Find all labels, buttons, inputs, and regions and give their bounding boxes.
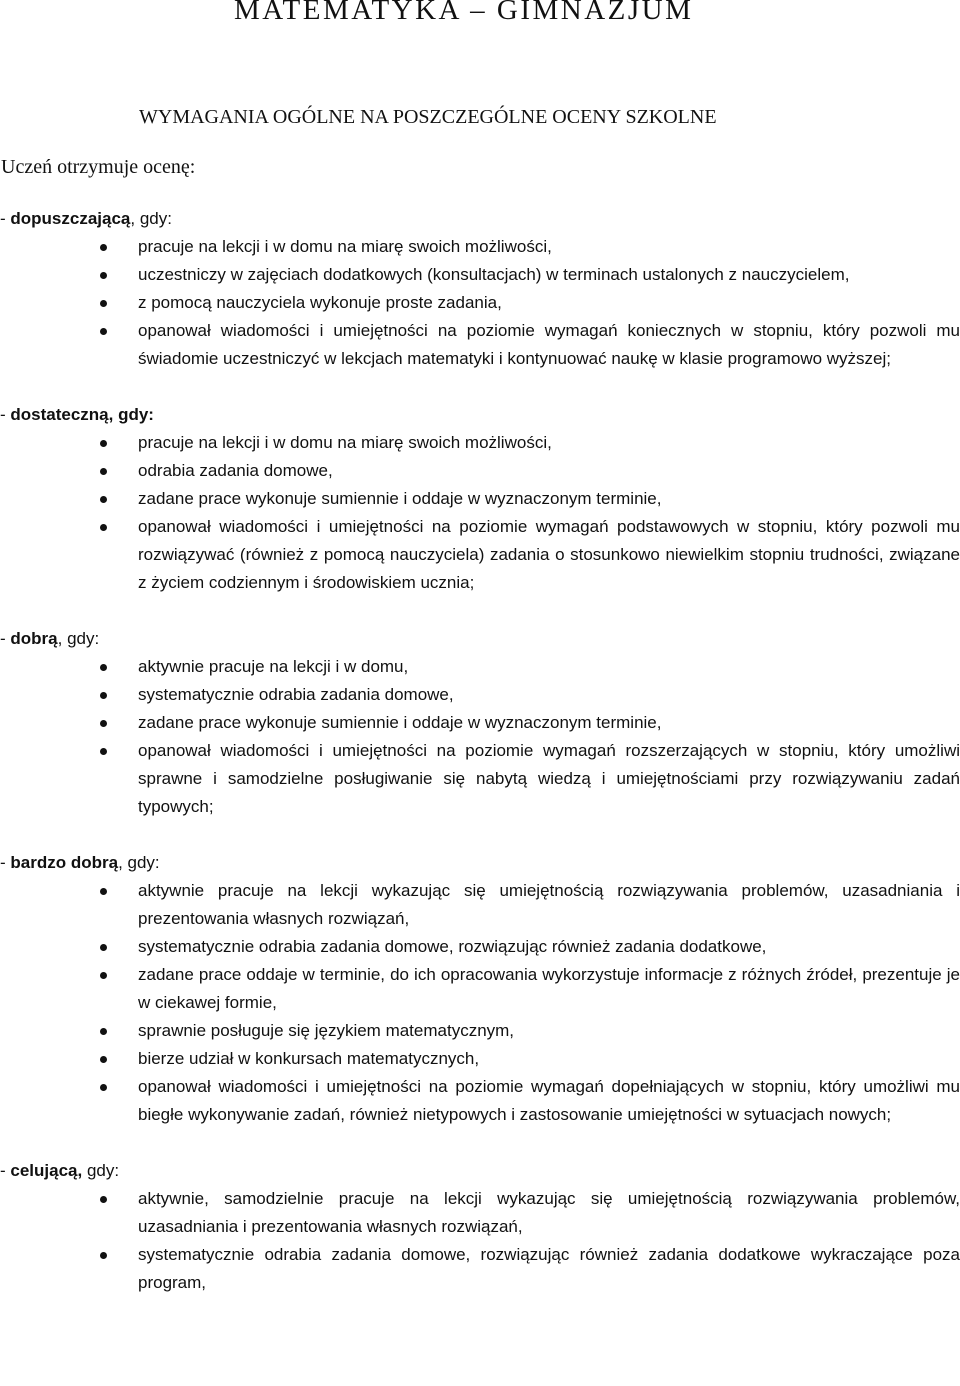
grade-section-dobra [0, 625, 960, 821]
requirement-item: bierze udział w konkursach matematycznych, [0, 1045, 960, 1073]
grade-heading [0, 401, 960, 429]
requirement-item: z pomocą nauczyciela wykonuje proste zadania, [0, 289, 960, 317]
bullet-icon [100, 272, 107, 279]
grade-heading-prefix: - [0, 629, 11, 648]
grade-heading [0, 625, 960, 653]
bullet-icon [100, 1252, 107, 1259]
bullet-icon [100, 1196, 107, 1203]
requirement-item: zadane prace wykonuje sumiennie i oddaje w wyznaczonym terminie, [0, 709, 960, 737]
grade-heading [0, 849, 960, 877]
grade-heading [0, 1157, 960, 1185]
requirement-list [0, 1185, 960, 1297]
requirement-item: zadane prace wykonuje sumiennie i oddaje w wyznaczonym terminie, [0, 485, 960, 513]
requirement-item: pracuje na lekcji i w domu na miarę swoich możliwości, [0, 429, 960, 457]
intro-text: Uczeń otrzymuje ocenę: [1, 156, 196, 178]
bullet-icon [100, 720, 107, 727]
grade-heading-prefix: - [0, 209, 11, 228]
bullet-icon [100, 1084, 107, 1091]
grade-heading-prefix: - [0, 853, 11, 872]
requirement-item: opanował wiadomości i umiejętności na poziomie wymagań dopełniających w stopniu, który umożliwi mu biegłe wykonywanie zadań, również nietypowych i zastosowanie umiejętności w sytuacjach nowych; [0, 1073, 960, 1129]
grade-heading [0, 205, 960, 233]
bullet-icon [100, 440, 107, 447]
requirement-item: aktywnie pracuje na lekcji wykazując się umiejętnością rozwiązywania problemów, uzasadniania i prezentowania własnych rozwiązań, [0, 877, 960, 933]
bullet-icon [100, 888, 107, 895]
requirement-list [0, 429, 960, 597]
grade-section-celujaca [0, 1157, 960, 1297]
requirement-item: opanował wiadomości i umiejętności na poziomie wymagań koniecznych w stopniu, który pozwoli mu świadomie uczestniczyć w lekcjach matematyki i kontynuować naukę w klasie programowo wyższej; [0, 317, 960, 373]
grade-heading-prefix: - [0, 1161, 11, 1180]
requirement-item: aktywnie pracuje na lekcji i w domu, [0, 653, 960, 681]
grade-name: dostateczną, gdy: [10, 405, 154, 424]
bullet-icon [100, 468, 107, 475]
requirement-list [0, 877, 960, 1129]
bullet-icon [100, 1056, 107, 1063]
bullet-icon [100, 496, 107, 503]
bullet-icon [100, 944, 107, 951]
bullet-icon [100, 748, 107, 755]
grade-heading-suffix: , gdy: [118, 853, 160, 872]
bullet-icon [100, 972, 107, 979]
requirement-item: uczestniczy w zajęciach dodatkowych (konsultacjach) w terminach ustalonych z nauczycielem, [0, 261, 960, 289]
document-subtitle: WYMAGANIA OGÓLNE NA POSZCZEGÓLNE OCENY SZKOLNE [139, 106, 717, 128]
grade-heading-suffix: gdy: [82, 1161, 120, 1180]
grade-section-dostateczna [0, 401, 960, 597]
requirement-item: aktywnie, samodzielnie pracuje na lekcji wykazując się umiejętnością rozwiązywania problemów, uzasadniania i prezentowania własnych rozwiązań, [0, 1185, 960, 1241]
grade-name: celującą, [10, 1161, 83, 1180]
requirement-list [0, 653, 960, 821]
requirement-item: zadane prace oddaje w terminie, do ich opracowania wykorzystuje informacje z różnych źródeł, prezentuje je w ciekawej formie, [0, 961, 960, 1017]
requirement-item: pracuje na lekcji i w domu na miarę swoich możliwości, [0, 233, 960, 261]
grade-heading-suffix: , gdy: [130, 209, 172, 228]
grade-name: dopuszczającą [10, 209, 131, 228]
requirement-item: systematycznie odrabia zadania domowe, rozwiązując również zadania dodatkowe wykraczające poza program, [0, 1241, 960, 1297]
requirement-list [0, 233, 960, 373]
requirement-item: odrabia zadania domowe, [0, 457, 960, 485]
requirement-item: opanował wiadomości i umiejętności na poziomie wymagań podstawowych w stopniu, który pozwoli mu rozwiązywać (również z pomocą nauczyciela) zadania o stosunkowo niewielkim stopniu trudności, związane z życiem codziennym i środowiskiem ucznia; [0, 513, 960, 597]
requirement-item: systematycznie odrabia zadania domowe, rozwiązując również zadania dodatkowe, [0, 933, 960, 961]
grade-name: bardzo dobrą [10, 853, 119, 872]
bullet-icon [100, 692, 107, 699]
grade-section-bardzo-dobra [0, 849, 960, 1129]
bullet-icon [100, 300, 107, 307]
bullet-icon [100, 328, 107, 335]
bullet-icon [100, 1028, 107, 1035]
bullet-icon [100, 524, 107, 531]
grade-requirements [0, 205, 960, 1297]
bullet-icon [100, 664, 107, 671]
grade-name: dobrą [10, 629, 58, 648]
grade-heading-prefix: - [0, 405, 11, 424]
requirement-item: opanował wiadomości i umiejętności na poziomie wymagań rozszerzających w stopniu, który umożliwi sprawne i samodzielne posługiwanie się nabytą wiedzą i umiejętnościami przy rozwiązywaniu zadań typowych; [0, 737, 960, 821]
grade-section-dopuszczajaca [0, 205, 960, 373]
bullet-icon [100, 244, 107, 251]
grade-heading-suffix: , gdy: [57, 629, 100, 648]
requirement-item: sprawnie posługuje się językiem matematycznym, [0, 1017, 960, 1045]
requirement-item: systematycznie odrabia zadania domowe, [0, 681, 960, 709]
page-title: MATEMATYKA – GIMNAZJUM [234, 0, 694, 26]
